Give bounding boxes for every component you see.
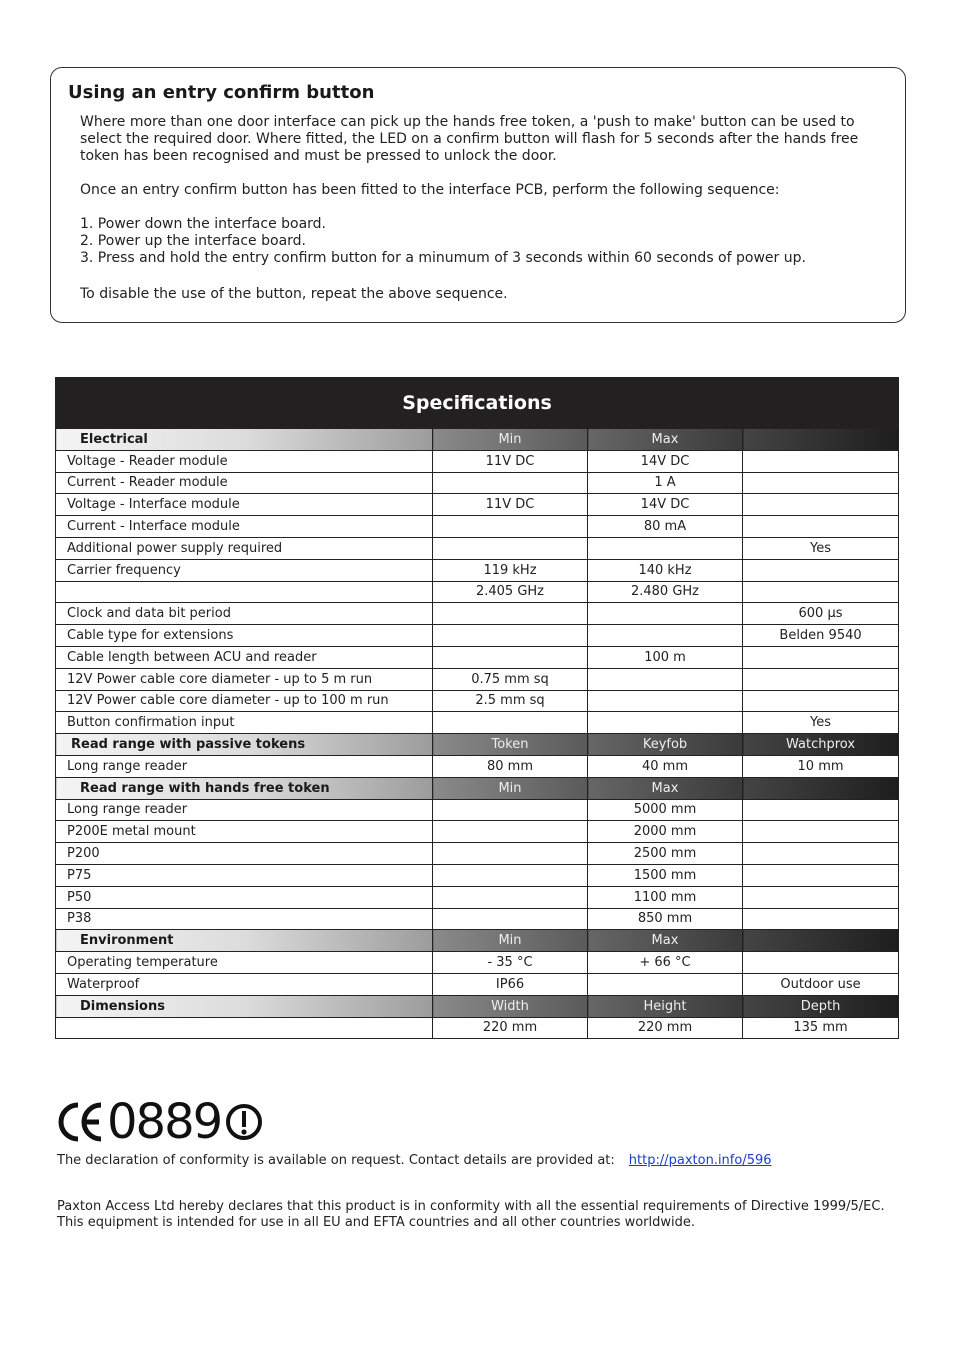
table-row <box>56 690 899 712</box>
row-value: 1 A <box>588 472 743 494</box>
row-value: 850 mm <box>588 908 743 930</box>
directive-line: This equipment is intended for use in all EU and EFTA countries and all other countries worldwide. <box>57 1215 696 1230</box>
row-value: 14V DC <box>588 494 743 516</box>
column-header: Height <box>588 995 743 1017</box>
row-value: 80 mA <box>588 516 743 538</box>
row-value: Outdoor use <box>743 973 899 995</box>
section-header-row <box>56 777 899 799</box>
row-label: P200 <box>56 843 433 865</box>
row-label: Carrier frequency <box>56 559 433 581</box>
table-row <box>56 450 899 472</box>
row-value <box>588 712 743 734</box>
row-value: IP66 <box>433 973 588 995</box>
row-value: 2.5 mm sq <box>433 690 588 712</box>
row-value <box>433 864 588 886</box>
column-header <box>743 777 899 799</box>
column-header: Keyfob <box>588 734 743 756</box>
row-value: 600 µs <box>743 603 899 625</box>
row-value: 2000 mm <box>588 821 743 843</box>
row-value: Yes <box>743 537 899 559</box>
column-header: Width <box>433 995 588 1017</box>
row-value <box>588 537 743 559</box>
section-label: Electrical <box>56 429 433 451</box>
section-header-row <box>56 734 899 756</box>
table-row <box>56 625 899 647</box>
row-value <box>588 625 743 647</box>
row-label: Long range reader <box>56 755 433 777</box>
section-title: Using an entry confirm button <box>68 82 375 103</box>
column-header: Max <box>588 930 743 952</box>
row-label: P38 <box>56 908 433 930</box>
row-value <box>433 799 588 821</box>
row-value: 80 mm <box>433 755 588 777</box>
row-value: 1500 mm <box>588 864 743 886</box>
section-label: Read range with passive tokens <box>56 734 433 756</box>
row-label <box>56 1017 433 1039</box>
row-value: 119 kHz <box>433 559 588 581</box>
directive-statement <box>57 1199 885 1231</box>
row-label: Cable type for extensions <box>56 625 433 647</box>
row-value: 1100 mm <box>588 886 743 908</box>
row-value: 220 mm <box>433 1017 588 1039</box>
row-value <box>588 973 743 995</box>
row-value: 2500 mm <box>588 843 743 865</box>
specifications-table <box>55 377 899 1039</box>
disable-note: To disable the use of the button, repeat the above sequence. <box>80 286 508 302</box>
column-header: Min <box>433 429 588 451</box>
row-value: Yes <box>743 712 899 734</box>
table-row <box>56 712 899 734</box>
row-value <box>743 516 899 538</box>
row-value: 14V DC <box>588 450 743 472</box>
table-row <box>56 581 899 603</box>
row-value <box>588 690 743 712</box>
row-label: P200E metal mount <box>56 821 433 843</box>
section-header-row <box>56 429 899 451</box>
row-value <box>433 472 588 494</box>
row-label: Waterproof <box>56 973 433 995</box>
row-label: Current - Interface module <box>56 516 433 538</box>
step-item: 1. Power down the interface board. <box>80 216 327 232</box>
table-row <box>56 864 899 886</box>
row-label: Cable length between ACU and reader <box>56 646 433 668</box>
ce-logo-icon <box>57 1100 105 1144</box>
notified-body-number: 0889 <box>107 1094 222 1150</box>
table-row <box>56 494 899 516</box>
row-value: Belden 9540 <box>743 625 899 647</box>
table-row <box>56 886 899 908</box>
table-row <box>56 952 899 974</box>
section-header-row <box>56 930 899 952</box>
row-value: 220 mm <box>588 1017 743 1039</box>
row-value <box>433 886 588 908</box>
row-value: 0.75 mm sq <box>433 668 588 690</box>
row-value <box>433 646 588 668</box>
row-value: 40 mm <box>588 755 743 777</box>
row-value <box>743 886 899 908</box>
row-value: 100 m <box>588 646 743 668</box>
column-header: Max <box>588 429 743 451</box>
table-title: Specifications <box>56 378 899 429</box>
intro-paragraph: Where more than one door interface can pick up the hands free token, a 'push to make' button can be used to select the required door. Where fitted, the LED on a confirm button will flash for 5 seconds after the hands free token has been recognised and must be pressed to unlock the door. <box>80 114 859 164</box>
row-value: 5000 mm <box>588 799 743 821</box>
row-value: 140 kHz <box>588 559 743 581</box>
row-value <box>743 864 899 886</box>
row-value <box>743 581 899 603</box>
row-value <box>588 603 743 625</box>
row-label: Current - Reader module <box>56 472 433 494</box>
row-label: P75 <box>56 864 433 886</box>
row-value <box>743 821 899 843</box>
declaration-line <box>57 1153 772 1168</box>
column-header: Token <box>433 734 588 756</box>
row-value <box>433 908 588 930</box>
column-header <box>743 930 899 952</box>
column-header <box>743 429 899 451</box>
row-value <box>433 516 588 538</box>
row-label: Operating temperature <box>56 952 433 974</box>
directive-line: Paxton Access Ltd hereby declares that this product is in conformity with all the essential requirements of Directive 1999/5/EC. <box>57 1199 885 1214</box>
alert-class-icon <box>225 1103 263 1141</box>
row-label: Voltage - Interface module <box>56 494 433 516</box>
row-label: 12V Power cable core diameter - up to 100 m run <box>56 690 433 712</box>
section-label: Environment <box>56 930 433 952</box>
table-row <box>56 668 899 690</box>
declaration-text: The declaration of conformity is available on request. Contact details are provided at: <box>57 1153 615 1168</box>
section-header-row <box>56 995 899 1017</box>
row-value: 11V DC <box>433 450 588 472</box>
table-row <box>56 908 899 930</box>
row-label: Button confirmation input <box>56 712 433 734</box>
table-row <box>56 821 899 843</box>
row-label: Clock and data bit period <box>56 603 433 625</box>
table-row <box>56 537 899 559</box>
ce-mark <box>57 1094 263 1150</box>
column-header: Max <box>588 777 743 799</box>
table-row <box>56 603 899 625</box>
row-label: Long range reader <box>56 799 433 821</box>
column-header: Depth <box>743 995 899 1017</box>
row-value: + 66 °C <box>588 952 743 974</box>
row-value: 10 mm <box>743 755 899 777</box>
table-row <box>56 799 899 821</box>
row-label: Voltage - Reader module <box>56 450 433 472</box>
row-value <box>743 668 899 690</box>
section-label: Read range with hands free token <box>56 777 433 799</box>
row-label: Additional power supply required <box>56 537 433 559</box>
column-header: Min <box>433 930 588 952</box>
row-value <box>743 450 899 472</box>
row-value <box>433 843 588 865</box>
row-value <box>433 625 588 647</box>
step-item: 3. Press and hold the entry confirm button for a minumum of 3 seconds within 60 seconds of power up. <box>80 250 806 266</box>
column-header: Min <box>433 777 588 799</box>
step-item: 2. Power up the interface board. <box>80 233 306 249</box>
row-value <box>743 952 899 974</box>
table-row <box>56 843 899 865</box>
row-value <box>433 712 588 734</box>
row-value <box>743 646 899 668</box>
row-value: 135 mm <box>743 1017 899 1039</box>
row-value <box>588 668 743 690</box>
sequence-intro: Once an entry confirm button has been fitted to the interface PCB, perform the following sequence: <box>80 182 780 198</box>
table-row <box>56 646 899 668</box>
row-label: 12V Power cable core diameter - up to 5 m run <box>56 668 433 690</box>
row-value: - 35 °C <box>433 952 588 974</box>
table-row <box>56 973 899 995</box>
row-value <box>743 843 899 865</box>
row-value <box>743 559 899 581</box>
row-value: 2.405 GHz <box>433 581 588 603</box>
table-row <box>56 559 899 581</box>
row-value: 11V DC <box>433 494 588 516</box>
row-value <box>743 494 899 516</box>
row-value <box>433 537 588 559</box>
row-value <box>743 908 899 930</box>
row-value <box>433 603 588 625</box>
row-label <box>56 581 433 603</box>
table-row <box>56 755 899 777</box>
row-label: P50 <box>56 886 433 908</box>
table-row <box>56 516 899 538</box>
row-value <box>743 472 899 494</box>
row-value <box>743 690 899 712</box>
table-row <box>56 1017 899 1039</box>
row-value: 2.480 GHz <box>588 581 743 603</box>
steps-list <box>80 216 806 267</box>
conformity-link[interactable]: http://paxton.info/596 <box>628 1153 772 1168</box>
column-header: Watchprox <box>743 734 899 756</box>
table-row <box>56 472 899 494</box>
row-value <box>743 799 899 821</box>
entry-confirm-section <box>50 67 906 323</box>
section-label: Dimensions <box>56 995 433 1017</box>
row-value <box>433 821 588 843</box>
